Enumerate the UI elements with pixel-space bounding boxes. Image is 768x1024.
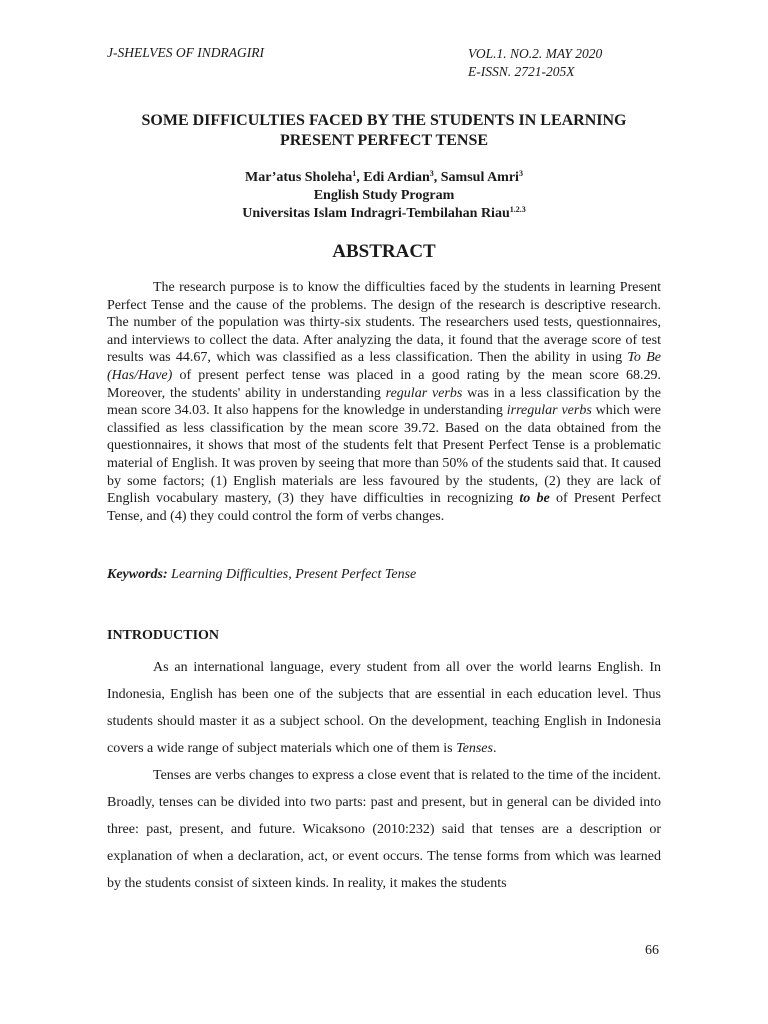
author-1: Mar’atus Sholeha [245,170,353,185]
author-3-affiliation: 3 [518,169,523,178]
keywords-label: Keywords: [107,567,168,582]
issn-info: E-ISSN. 2721-205X [468,64,575,79]
abstract-text-1: The research purpose is to know the difficulties faced by the students in learning Present Perfect Tense and the cause of the problems. The design of the research is descriptive research. The number of the population was thirty-six students. The researchers used tests, questionnaires, and interviews to collect the data. After analyzing the data, it found that the average score of test results was 44.67, which was classified as a less classification. Then the ability in using [107,280,661,366]
author-3: , Samsul Amri [433,170,519,185]
abstract-text-5: of Present Perfect Tense, and (4) they could control the form of verbs changes. [107,491,661,524]
university [100,205,668,223]
running-header-issue [468,45,602,81]
keywords-text: Learning Difficulties, Present Perfect Tense [167,567,417,582]
intro-paragraph-1 [107,654,661,762]
abstract-bold-italic-1: to be [519,491,550,507]
abstract-text-4: which were classified as less classification by the mean score 39.72. Based on the data obtained from the questionnaires, it shows that most of the students felt that Present Perfect Tense is a problematic material of English. It was proven by seeing that more than 50% of the students said that. It caused by some factors; (1) English materials are less favoured by the students, (2) they are lack of English vocabulary mastery, (3) they have difficulties in recognizing [107,403,661,507]
author-names [100,169,668,187]
abstract-italic-1: To Be (Has/Have) [107,350,661,383]
study-program: English Study Program [313,188,455,203]
author-block [100,169,668,223]
author-2: , Edi Ardian [356,170,430,185]
abstract-text-3: was in a less classification by the mean score 34.03. It also happens for the knowledge in understanding [107,385,661,419]
abstract-italic-3: irregular verbs [506,403,592,419]
intro-p1-text: As an international language, every student from all over the world learns English. In Indonesia, English has been one of the subjects that are essential in each education level. Thus students should master it as a subject school. On the development, teaching English in Indonesia covers a wide range of subject materials which one of them is [107,660,661,756]
page-number: 66 [645,943,659,958]
university-name: Universitas Islam Indragri-Tembilahan Riau [242,206,510,221]
abstract-italic-2: regular verbs [385,385,463,401]
abstract-text-2: of present perfect tense was placed in a good rating by the mean score 68.29. Moreover, the students' ability in understanding [107,367,661,401]
paper-title [100,111,668,151]
title-line-1: SOME DIFFICULTIES FACED BY THE STUDENTS IN LEARNING [141,112,627,129]
introduction-body [107,654,661,897]
abstract-heading: ABSTRACT [332,241,436,262]
author-2-affiliation: 3 [429,169,434,178]
keywords-line [107,567,416,583]
intro-p1-end: . [492,741,497,756]
intro-p1-italic: Tenses [456,741,493,756]
abstract-body [107,279,661,525]
volume-info: VOL.1. NO.2. MAY 2020 [468,46,603,61]
author-1-affiliation: 1 [352,169,357,178]
university-affiliation: 1.2.3 [509,205,526,214]
title-line-2: PRESENT PERFECT TENSE [279,132,489,149]
running-header-journal: J-SHELVES OF INDRAGIRI [107,45,264,60]
introduction-heading: INTRODUCTION [107,628,220,643]
intro-paragraph-2: Tenses are verbs changes to express a close event that is related to the time of the incident. Broadly, tenses can be divided into two parts: past and present, but in general can be divided into three: past, present, and future. Wicaksono (2010:232) said that tenses are a description or explanation of when a declaration, act, or event occurs. The tense forms from which was learned by the students consist of sixteen kinds. In reality, it makes the students [107,768,661,891]
